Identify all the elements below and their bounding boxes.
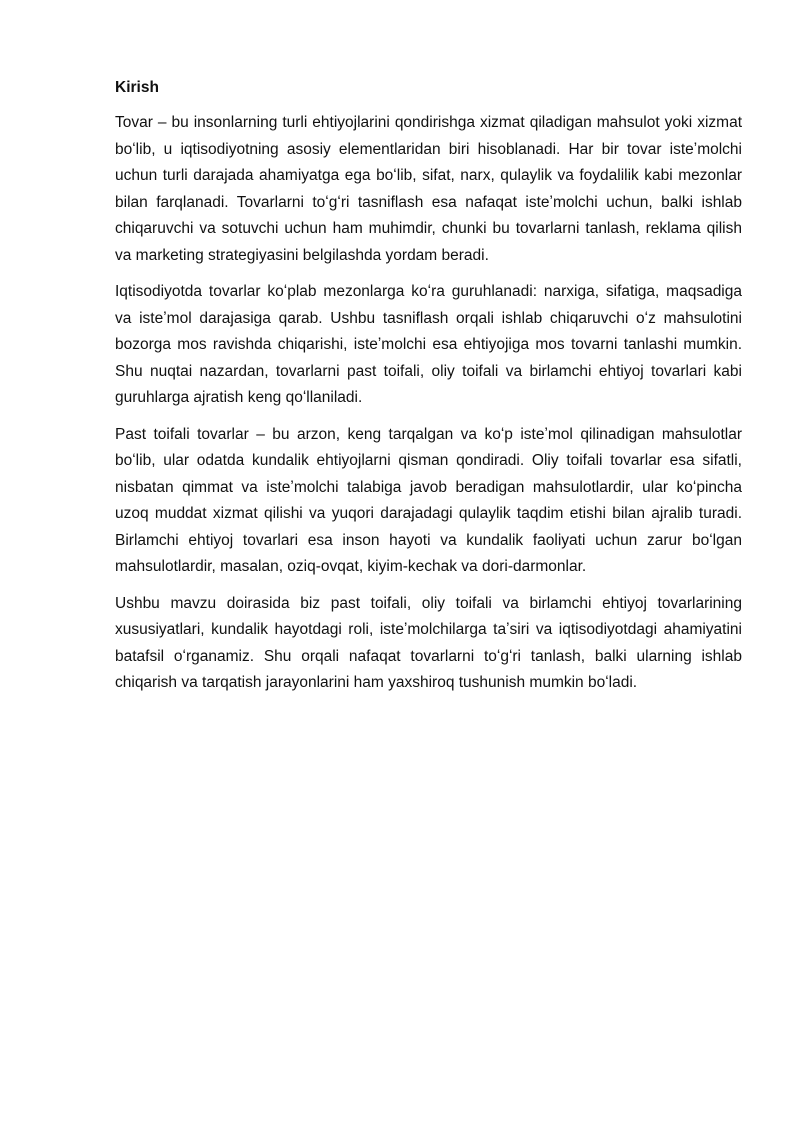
paragraph-3: Past toifali tovarlar – bu arzon, keng tarqalgan va koʻp isteʼmol qilinadigan mahsulotlar boʻlib, ular odatda kundalik ehtiyojlarni qisman qondiradi. Oliy toifali tovarlar esa sifatli, nisbatan qimmat va isteʼmolchi talabiga javob beradigan mahsulotlardir, ular koʻpincha uzoq muddat xizmat qilishi va yuqori darajadagi qulaylik taqdim etishi bilan ajralib turadi. Birlamchi ehtiyoj tovarlari esa inson hayoti va kundalik faoliyati uchun zarur boʻlgan mahsulotlardir, masalan, oziq-ovqat, kiyim-kechak va dori-darmonlar. xyxy=(115,425,742,575)
section-heading: Kirish xyxy=(115,79,159,96)
paragraph-2: Iqtisodiyotda tovarlar koʻplab mezonlarga koʻra guruhlanadi: narxiga, sifatiga, maqsadiga va isteʼmol darajasiga qarab. Ushbu tasniflash orqali ishlab chiqaruvchi oʻz mahsulotini bozorga mos ravishda chiqarishi, isteʼmolchi esa ehtiyojiga mos tovarni tanlashi mumkin. Shu nuqtai nazardan, tovarlarni past toifali, oliy toifali va birlamchi ehtiyoj tovarlari kabi guruhlarga ajratish keng qoʻllaniladi. xyxy=(115,283,742,406)
document-page xyxy=(115,76,742,707)
paragraph-1: Tovar – bu insonlarning turli ehtiyojlarini qondirishga xizmat qiladigan mahsulot yoki xizmat boʻlib, u iqtisodiyotning asosiy elementlaridan biri hisoblanadi. Har bir tovar isteʼmolchi uchun turli darajada ahamiyatga ega boʻlib, sifat, narx, qulaylik va foydalilik kabi mezonlar bilan farqlanadi. Tovarlarni toʻgʻri tasniflash esa nafaqat isteʼmolchi uchun, balki ishlab chiqaruvchi va sotuvchi uchun ham muhimdir, chunki bu tovarlarni tanlash, reklama qilish va marketing strategiyasini belgilashda yordam beradi. xyxy=(115,114,742,264)
paragraph-4: Ushbu mavzu doirasida biz past toifali, oliy toifali va birlamchi ehtiyoj tovarlarining xususiyatlari, kundalik hayotdagi roli, isteʼmolchilarga taʼsiri va iqtisodiyotdagi ahamiyatini batafsil oʻrganamiz. Shu orqali nafaqat tovarlarni toʻgʻri tanlash, balki ularning ishlab chiqarish va tarqatish jarayonlarini ham yaxshiroq tushunish mumkin boʻladi. xyxy=(115,594,742,691)
